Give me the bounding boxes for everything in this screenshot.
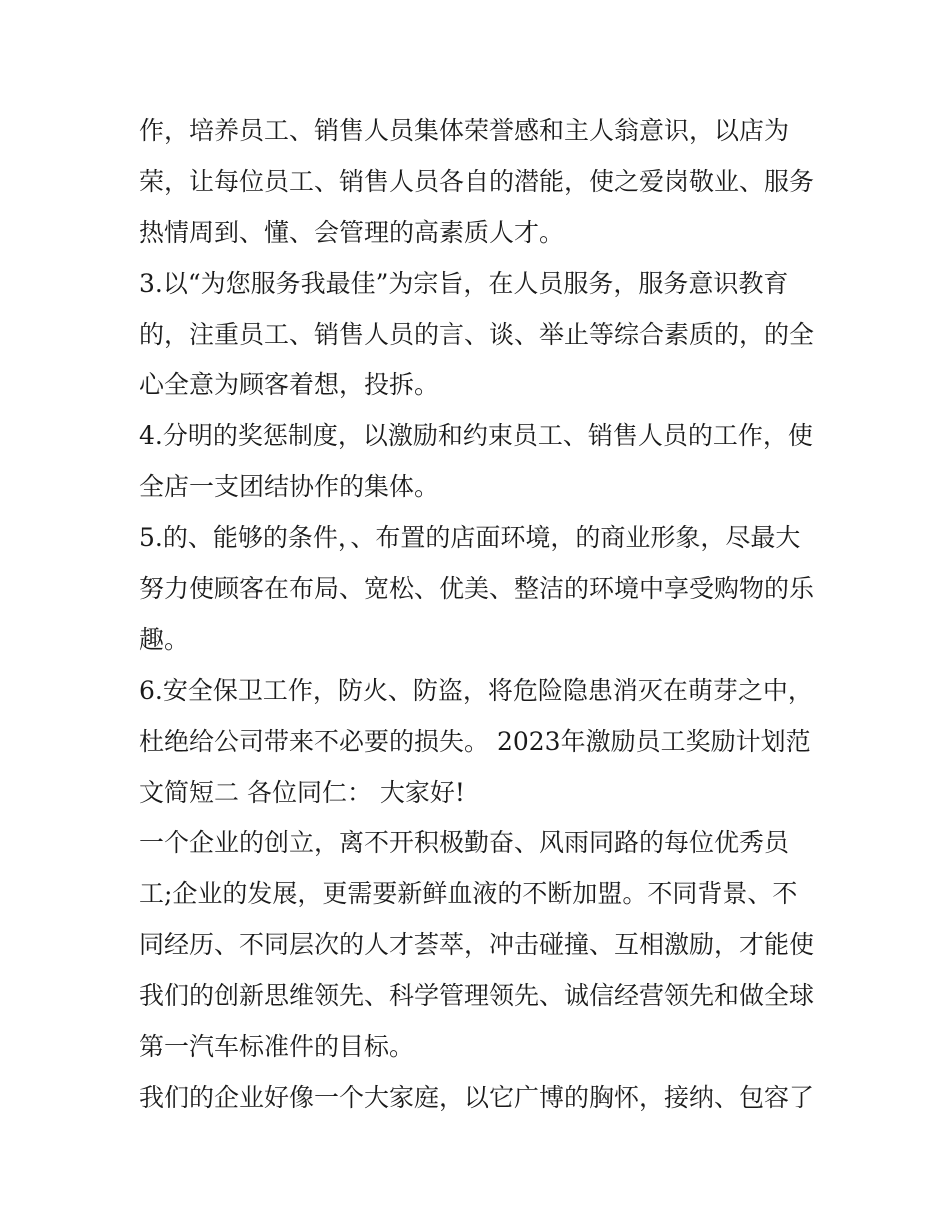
text-line: 工;企业的发展，更需要新鲜血液的不断加盟。不同背景、不 xyxy=(139,879,798,909)
text-line: 同经历、不同层次的人才荟萃，冲击碰撞、互相激励，才能使 xyxy=(139,930,815,960)
text-line: 努力使顾客在布局、宽松、优美、整洁的环境中享受购物的乐 xyxy=(139,574,815,604)
text-line: 我们的创新思维领先、科学管理领先、诚信经营领先和做全球 xyxy=(139,981,815,1011)
text-line: 作，培养员工、销售人员集体荣誉感和主人翁意识，以店为 xyxy=(139,116,790,145)
text-line: 3.以“为您服务我最佳”为宗旨，在人员服务，服务意识教育 xyxy=(139,268,789,298)
text-line: 我们的企业好像一个大家庭，以它广博的胸怀，接纳、包容了 xyxy=(139,1082,815,1112)
text-line: 全店一支团结协作的集体。 xyxy=(139,472,440,502)
text-line: 的，注重员工、销售人员的言、谈、举止等综合素质的，的全 xyxy=(139,319,815,349)
text-line: 文简短二 各位同仁： 大家好! xyxy=(139,777,465,807)
text-line: 热情周到、懂、会管理的高素质人才。 xyxy=(139,217,565,247)
text-line: 5.的、能够的条件，、布置的店面环境，的商业形象，尽最大 xyxy=(139,523,801,553)
text-line: 趣。 xyxy=(139,624,190,654)
text-line: 荣，让每位员工、销售人员各自的潜能，使之爱岗敬业、服务 xyxy=(139,166,815,196)
text-line: 心全意为顾客着想，投拆。 xyxy=(139,370,440,400)
text-line: 6.安全保卫工作，防火、防盗，将危险隐患消灭在萌芽之中， xyxy=(139,675,813,705)
text-line: 杜绝给公司带来不必要的损失。 2023年激励员工奖励计划范 xyxy=(139,726,811,756)
text-line: 4.分明的奖惩制度，以激励和约束员工、销售人员的工作，使 xyxy=(139,421,813,451)
text-line: 第一汽车标准件的目标。 xyxy=(139,1032,415,1062)
body-text xyxy=(139,106,829,1124)
text-line: 一个企业的创立，离不开积极勤奋、风雨同路的每位优秀员 xyxy=(139,828,790,858)
